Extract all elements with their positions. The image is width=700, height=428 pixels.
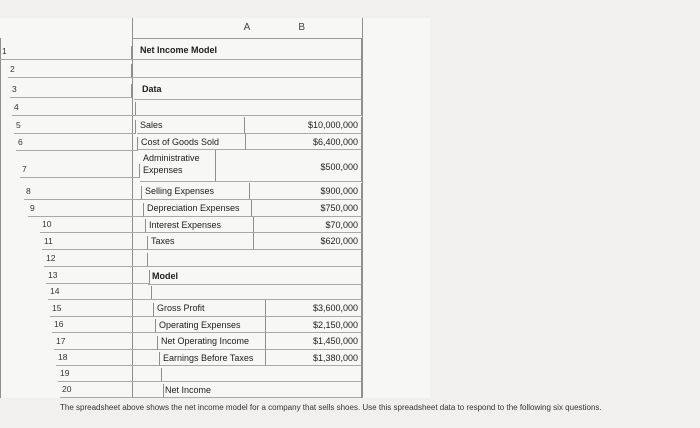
row-number[interactable]: 6 [16, 137, 138, 151]
cell-value[interactable]: $2,150,000 [266, 317, 362, 333]
cell-empty[interactable] [132, 60, 362, 78]
row-number[interactable]: 19 [58, 368, 162, 382]
cell-value[interactable]: $3,600,000 [266, 300, 362, 317]
row-number[interactable]: 12 [44, 253, 148, 267]
row-number[interactable]: 11 [42, 236, 148, 250]
cell-empty[interactable] [148, 250, 362, 267]
cell-empty[interactable] [150, 285, 362, 300]
grid-line [0, 38, 1, 398]
grid-line [362, 18, 363, 398]
cell-value[interactable]: $6,400,000 [246, 134, 362, 150]
cell-label[interactable]: Cost of Goods Sold [138, 134, 246, 150]
row-number[interactable]: 4 [12, 102, 136, 116]
cell-label[interactable]: Sales [137, 117, 245, 134]
cell-value[interactable]: $1,380,000 [266, 350, 362, 366]
row-number[interactable]: 20 [60, 384, 164, 398]
cell-label[interactable]: Interest Expenses [146, 217, 254, 233]
cell-value[interactable]: $70,000 [254, 217, 362, 233]
cell-label[interactable]: Gross Profit [154, 300, 266, 317]
row-number[interactable]: 3 [10, 84, 132, 98]
cell-empty[interactable] [160, 366, 362, 382]
row-number[interactable]: 8 [24, 186, 142, 200]
cell-value[interactable]: $620,000 [254, 233, 362, 250]
cell-data-heading[interactable]: Data [134, 78, 362, 100]
cell-empty[interactable] [134, 100, 362, 116]
cell-value[interactable]: $500,000 [216, 150, 362, 182]
row-number[interactable]: 18 [56, 352, 160, 366]
cell-title[interactable]: Net Income Model [132, 38, 362, 60]
row-number[interactable]: 9 [28, 203, 144, 217]
row-number[interactable]: 2 [8, 64, 132, 78]
row-number[interactable]: 16 [52, 319, 156, 333]
row-number[interactable]: 1 [0, 46, 132, 60]
row-number[interactable]: 15 [50, 303, 154, 317]
row-number[interactable]: 5 [14, 120, 136, 134]
cell-label[interactable]: Net Income [162, 382, 362, 398]
row-number[interactable]: 10 [40, 219, 146, 233]
row-number[interactable]: 7 [20, 164, 140, 178]
cell-value[interactable]: $1,450,000 [266, 333, 362, 350]
instructions-text: The spreadsheet above shows the net income model for a company that sells shoes. Use this spreadsheet data to respond to the following six questions. [60, 403, 602, 412]
cell-label[interactable]: Selling Expenses [142, 183, 250, 200]
cell-value[interactable]: $750,000 [252, 200, 362, 217]
cell-label[interactable]: Net Operating Income [158, 333, 266, 350]
cell-label[interactable]: Depreciation Expenses [144, 200, 252, 217]
cell-label[interactable]: Administrative Expenses [140, 150, 216, 182]
row-number[interactable]: 14 [48, 286, 152, 300]
column-header-b[interactable]: B [298, 22, 305, 33]
column-header-a[interactable]: A [132, 18, 363, 39]
cell-label[interactable]: Taxes [148, 233, 254, 250]
cell-label[interactable]: Operating Expenses [156, 317, 266, 333]
cell-value[interactable]: $10,000,000 [245, 117, 362, 134]
cell-model-heading[interactable]: Model [148, 267, 362, 285]
row-number[interactable]: 13 [46, 270, 150, 284]
cell-value[interactable]: $900,000 [250, 183, 362, 200]
row-number[interactable]: 17 [54, 336, 158, 350]
cell-label[interactable]: Earnings Before Taxes [160, 350, 266, 366]
